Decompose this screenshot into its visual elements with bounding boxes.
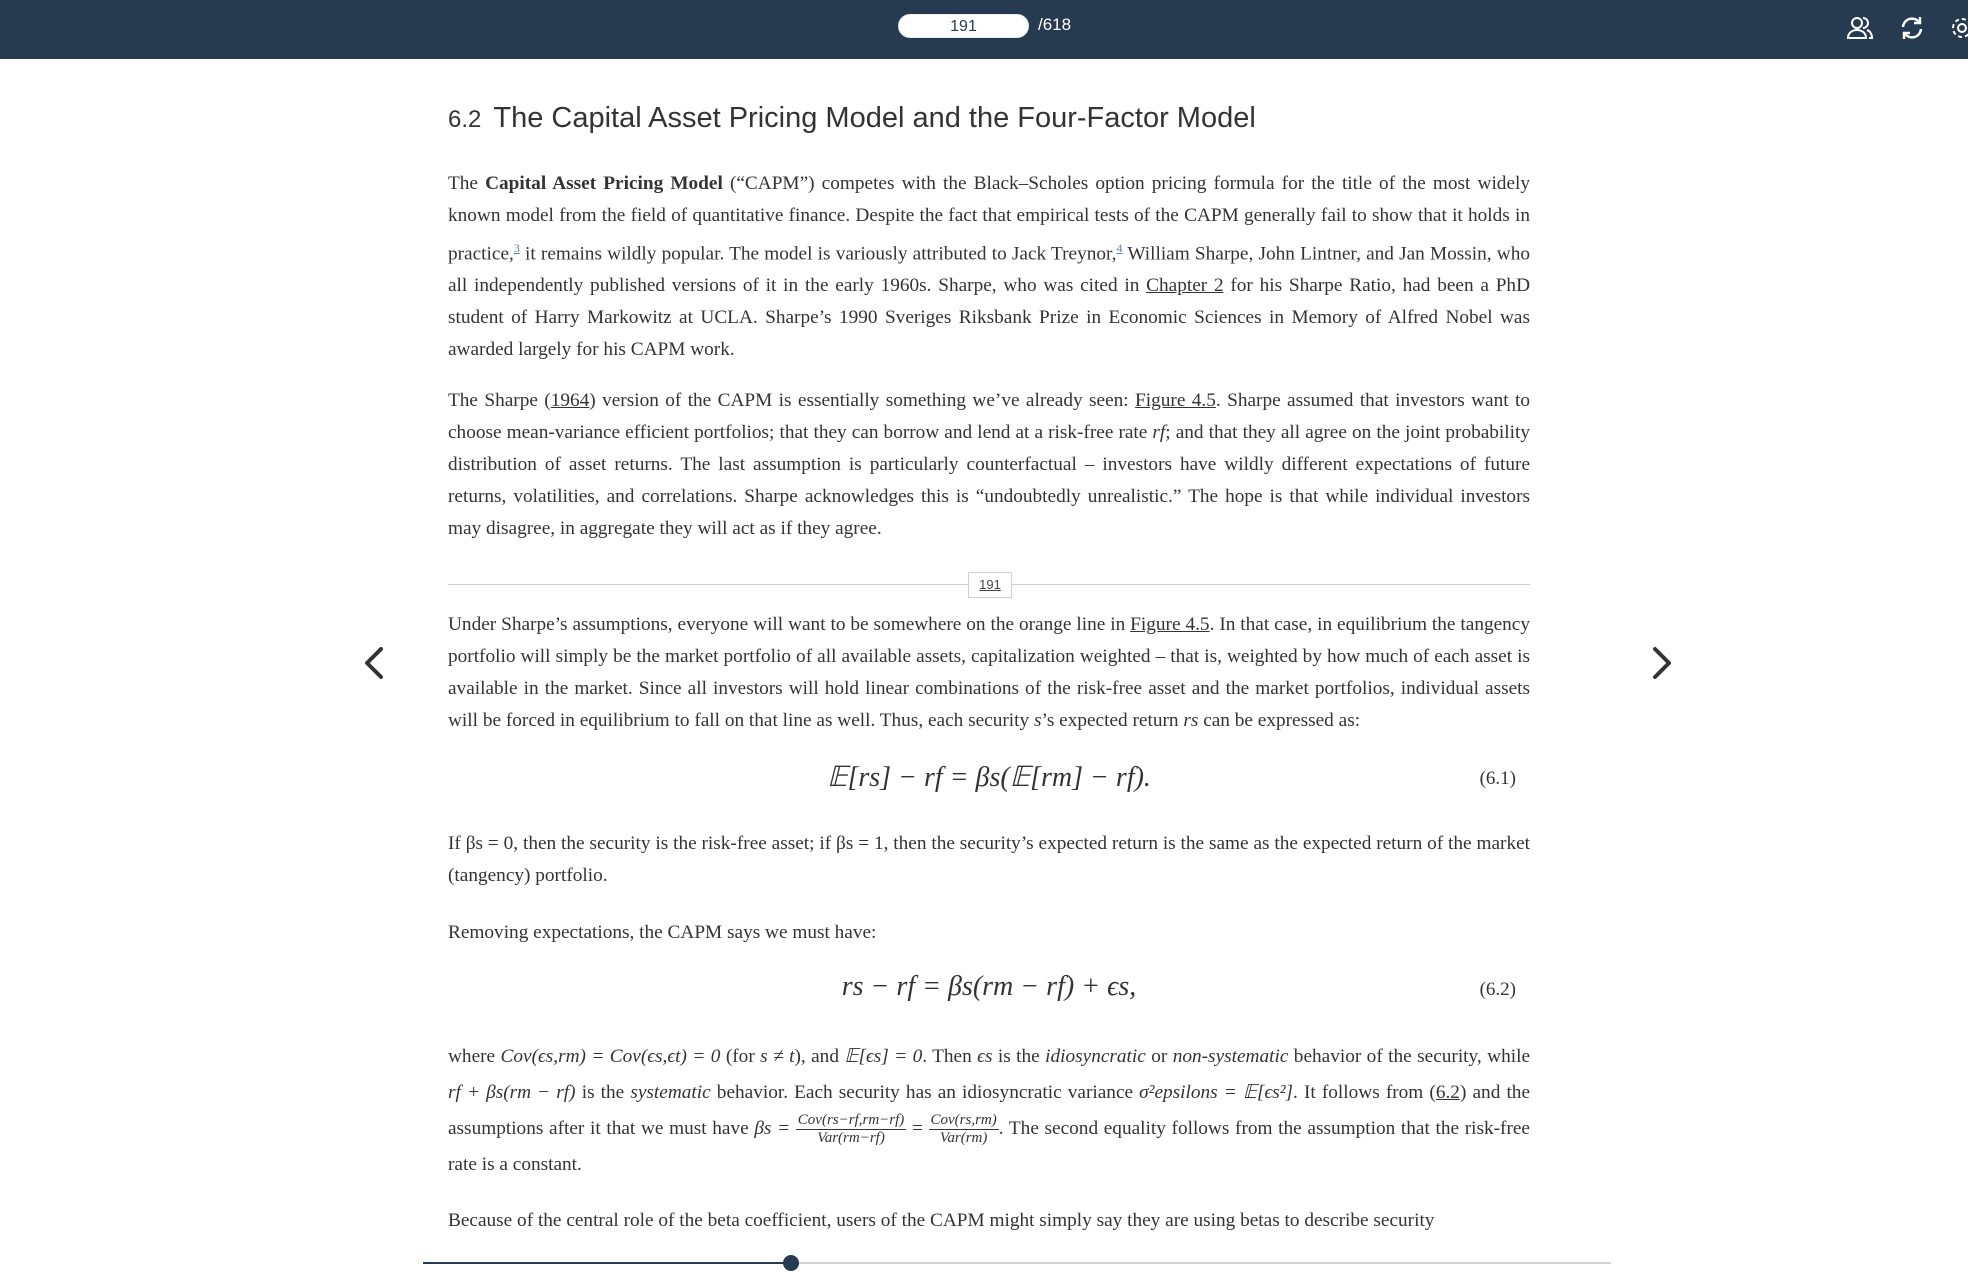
paragraph-1: The Capital Asset Pricing Model (“CAPM”) competes with the Black–Scholes option pricing formula for the title of the most widely known model from the field of quantitative finance. Despite the fact that empirical tests of the CAPM generally fail to show that it holds in practice,$^3$ it remains wildly popular. The model is variously attributed to Jack Treynor,$^4$ William Sharpe, John Lintner, and Jan Mossin, who all independently published versions of it in the early 1960s. Sharpe, who was cited in Chapter 2 for his Sharpe Ratio, had been a PhD student of Harry Markowitz at UCLA. Sharpe’s 1990 Sveriges Riksbank Prize in Economic Sciences in Memory of Alfred Nobel was awarded largely for his CAPM work. bbox=[448, 173, 1531, 361]
figure-4-5-link-2[interactable]: Figure 4.5 bbox=[1130, 614, 1210, 635]
sharpe-1964-link[interactable]: 1964 bbox=[550, 390, 590, 411]
page-marker[interactable]: 191 bbox=[968, 572, 1012, 598]
beta-fraction-2: $\frac{\text{Cov(rs,rm)}}{\text{Var(rm)}}$ bbox=[930, 1112, 997, 1147]
equation-6-2-link[interactable]: 6.2 bbox=[1435, 1082, 1460, 1103]
equation-6-2-number: (6.2) bbox=[1479, 979, 1516, 1000]
page-total-label: /618 bbox=[1038, 15, 1072, 34]
section-heading bbox=[448, 102, 1256, 135]
section-title: The Capital Asset Pricing Model and the Four-Factor Model bbox=[493, 102, 1256, 134]
paragraph-7: Because of the central role of the beta coefficient, users of the CAPM might simply say they are using betas to describe security bbox=[448, 1210, 1435, 1231]
next-page-chevron-icon[interactable] bbox=[1641, 643, 1681, 683]
figure-4-5-link[interactable]: Figure 4.5 bbox=[1135, 390, 1216, 411]
footnote-3-link[interactable]: 3 bbox=[513, 241, 520, 255]
settings-icon[interactable] bbox=[1948, 14, 1968, 42]
paragraph-6: where Cov(ϵs,rm) = Cov(ϵs,ϵt) = 0 (for s ≠ t), and 𝔼[ϵs] = 0. Then ϵs is the idiosyncratic or non-systematic behavior of the security, while rf + βs(rm − rf) is the systematic behavior. Each security has an idiosyncratic variance σ²epsilons = 𝔼[ϵs²]. It follows from (6.2) and the assumptions after it that we must have βs = $\frac{\text{Cov(rs−rf,rm−rf)}}{\text{Var(rm−rf)}}$ = $\frac{\text{Cov(rs,rm)}}{\text{Var(rm)}}$ . The second equality follows from the assumption that the risk-free rate is a constant. bbox=[448, 1046, 1531, 1176]
previous-page-chevron-icon[interactable] bbox=[355, 643, 395, 683]
reading-progress-handle[interactable] bbox=[783, 1255, 799, 1271]
sync-icon[interactable] bbox=[1898, 14, 1926, 42]
reading-progress-fill bbox=[423, 1262, 791, 1264]
top-toolbar bbox=[0, 0, 1968, 59]
equation-6-1-body: 𝔼[rs] − rf = βs(𝔼[rm] − rf). bbox=[827, 762, 1151, 793]
page-number-input[interactable]: 191 bbox=[898, 14, 1029, 38]
equation-6-2-body: rs − rf = βs(rm − rf) + ϵs, bbox=[841, 971, 1137, 1002]
people-icon[interactable] bbox=[1846, 14, 1874, 42]
paragraph-5: Removing expectations, the CAPM says we must have: bbox=[448, 922, 877, 943]
footnote-4-link[interactable]: 4 bbox=[1116, 241, 1123, 255]
chapter-2-link[interactable]: Chapter 2 bbox=[1146, 275, 1224, 297]
paragraph-2: The Sharpe (1964) version of the CAPM is essentially something we’ve already seen: Figure 4.5. Sharpe assumed that investors want to choose mean-variance efficient portfolios; that they can borrow and lend at a risk-free rate rf; and that they all agree on the joint probability distribution of asset returns. The last assumption is particularly counterfactual – investors have wildly different expectations of future returns, volatilities, and correlations. Sharpe acknowledges this is “undoubtedly unrealistic.” The hope is that while individual investors may disagree, in aggregate they will act as if they agree. bbox=[448, 390, 1530, 539]
beta-fraction-1: $\frac{\text{Cov(rs−rf,rm−rf)}}{\text{Var(rm−rf)}}$ bbox=[797, 1112, 905, 1147]
paragraph-4: If βs = 0, then the security is the risk-free asset; if βs = 1, then the security’s expected return is the same as the expected return of the market (tangency) portfolio. bbox=[448, 833, 1530, 886]
paragraph-3: Under Sharpe’s assumptions, everyone will want to be somewhere on the orange line in Figure 4.5. In that case, in equilibrium the tangency portfolio will simply be the market portfolio of all available assets, capitalization weighted – that is, weighted by how much of each asset is available in the market. Since all investors will hold linear combinations of the risk-free asset and the market portfolios, individual assets will be forced in equilibrium to fall on that line as well. Thus, each security s’s expected return rs can be expressed as: bbox=[448, 614, 1531, 731]
section-number: 6.2 bbox=[448, 106, 482, 133]
equation-6-1-number: (6.1) bbox=[1479, 768, 1516, 789]
